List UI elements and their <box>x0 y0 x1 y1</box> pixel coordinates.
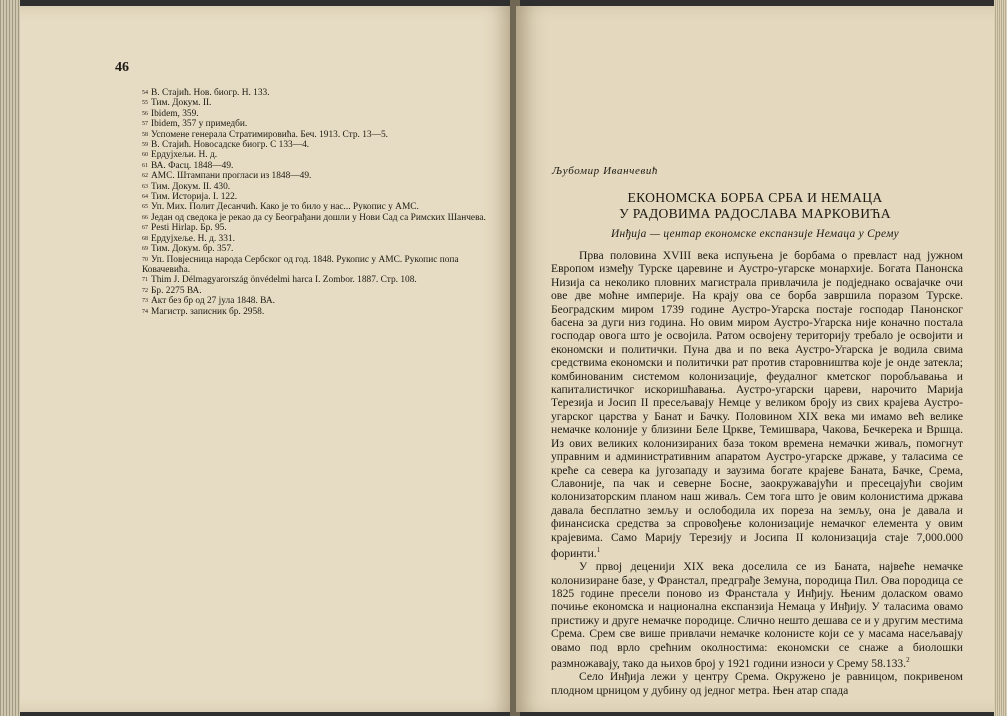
right-page-edges <box>994 0 1007 716</box>
section-subtitle: Инђија — центар економске експанзије Немаца у Срему <box>610 228 900 240</box>
footnote-number: 60 <box>142 152 148 159</box>
footnote-number: 62 <box>142 173 148 180</box>
footnote-number: 54 <box>142 90 148 96</box>
footnote-item <box>142 223 502 233</box>
footnote-number: 66 <box>142 214 148 221</box>
footnote-text: ВА. Фасц. 1848—49. <box>151 160 234 171</box>
footnote-item <box>142 182 502 192</box>
footnote-number: 71 <box>142 277 148 284</box>
footnote-number: 74 <box>142 308 148 315</box>
article-title <box>516 190 994 222</box>
footnote-item <box>142 244 502 254</box>
footnote-text: Ibidem, 359. <box>151 108 199 119</box>
footnote-text: Ibidem, 357 у примедби. <box>151 119 248 130</box>
footnote-item <box>142 202 502 212</box>
footnote-text: АМС. Штампани прогласи из 1848—49. <box>151 171 312 182</box>
title-line-1: ЕКОНОМСКА БОРБА СРБА И НЕМАЦА <box>627 190 883 205</box>
footnote-text: Успомене генерала Стратимировића. Беч. 1913. Стр. 13—5. <box>151 129 388 140</box>
footnote-item <box>142 98 502 108</box>
footnote-number: 58 <box>142 131 148 138</box>
footnote-ref-1: 1 <box>596 545 601 554</box>
footnote-text: Ердујхељи. Н. д. <box>151 150 218 161</box>
paragraph-3: Село Инђија лежи у центру Срема. Окружено је равницом, покривеном плодном црницом у дубину од једног метра. Њен атар спада <box>551 670 963 697</box>
footnote-text: Тим. Историја. I. 122. <box>151 192 238 203</box>
footnote-number: 59 <box>142 142 148 149</box>
footnote-item <box>142 109 502 119</box>
footnote-text: В. Стајић. Нов. биогр. Н. 133. <box>151 88 270 98</box>
paragraph-2: У првој деценији XIX века доселила се из Баната, највеће немачке колонизиране базе, у Франстал, предграђе Земуна, породица Пил. Ова породица се 1825 године пресели поново из Франстала у Инђију. Њеним доласком овамо почиње економска и национална експанзија Немаца у Инђију. У таласима овамо пристижу и друге немачке породице. Слично нешто дешава се и у другим местима Срема. Срем све више привлачи немачке колонисте који се у масама насељавају овамо под врло срећним околностима: економски се снаже а биолошки размножавају, тако да њихов број у 1921 години износи у Срему 58.133.$^2$ <box>551 560 963 670</box>
footnote-item <box>142 213 502 223</box>
footnote-number: 57 <box>142 121 148 128</box>
footnote-item <box>142 255 502 276</box>
footnote-item <box>142 119 502 129</box>
footnote-text: Ердујхеље. Н. д. 331. <box>151 233 235 244</box>
footnote-item <box>142 130 502 140</box>
footnote-number: 70 <box>142 256 148 263</box>
footnote-number: 68 <box>142 235 148 242</box>
footnote-text: Један од сведока је рекао да су Београђани дошли у Нови Сад са Римских Шанчева. <box>151 212 486 223</box>
footnote-item <box>142 192 502 202</box>
author-name: Љубомир Иванчевић <box>552 165 659 177</box>
footnote-item <box>142 275 502 285</box>
footnote-number: 61 <box>142 162 148 169</box>
article-body <box>551 249 963 697</box>
footnote-number: 73 <box>142 298 148 305</box>
footnote-number: 63 <box>142 183 148 190</box>
footnote-text: Магистр. записник бр. 2958. <box>151 306 265 317</box>
footnote-ref-2: 2 <box>906 656 910 665</box>
footnote-text: В. Стајић. Новосадске биогр. С 133—4. <box>151 140 310 151</box>
footnotes-list <box>142 88 502 317</box>
footnote-text: Тим. Докум. бр. 357. <box>151 244 234 255</box>
footnote-number: 72 <box>142 287 148 294</box>
footnote-text: Уп. Повјесница народа Сербског од год. 1848. Рукопис у АМС. Рукопис попа Ковачевића. <box>142 254 459 275</box>
left-page-edges <box>0 0 20 716</box>
footnote-text: Уп. Мих. Полит Десанчић. Како је то било у нас... Рукопис у АМС. <box>151 202 419 213</box>
right-page <box>516 6 994 712</box>
footnote-number: 55 <box>142 100 148 107</box>
footnote-item <box>142 171 502 181</box>
footnote-item <box>142 234 502 244</box>
footnote-item <box>142 307 502 317</box>
footnote-item <box>142 296 502 306</box>
left-page <box>20 6 514 712</box>
footnote-item <box>142 88 502 98</box>
footnote-item <box>142 161 502 171</box>
footnote-text: Тим. Докум. II. <box>151 98 212 109</box>
title-line-2: У РАДОВИМА РАДОСЛАВА МАРКОВИЋА <box>619 206 891 221</box>
footnote-item <box>142 286 502 296</box>
page-number: 46 <box>115 60 129 75</box>
footnote-number: 65 <box>142 204 148 211</box>
footnote-number: 64 <box>142 194 148 201</box>
footnote-text: Акт без бр од 27 јула 1848. ВА. <box>151 296 275 307</box>
footnote-item <box>142 150 502 160</box>
paragraph-1: Прва половина XVIII века испуњена је борбама о превласт над јужном Европом између Турске царевине и Аустро-угарске монархије. Богата Панонска Низија са неколико пловних магистрала привлачила је подједнако освајачке очи ове две моћне империје. На крају ова се борба завршила поразом Турске. Београдским миром 1739 године Аустро-Угарска постаје господар Панонског басена за дуги низ година. Но овим миром Аустро-Угарска није коначно постала господар овога што је освојила. Ратом освојену територију требало је освојити и економски и политички. Пуна два и по века Аустро-Угарска је водила свима средствима економски и политички рат против старовништва које је онде затекла; комбинованим системом колонизације, феудалног кметског поробљавања и капиталистичког искоришћавања. Аустро-угарски цареви, нарочито Марија Терезија и Јосип II пресељавају Немце у великом броју из свих крајева Аустро-угарског царства у Банат и Бачку. Половином XIX века ми имамо већ велике немачке колоније у близини Беле Цркве, Темишвара, Чакова, Бечкерека и Вршца. Из ових великих колонизираних база током времена немачки живаљ, помогнут управним и административним апаратом Аустро-угарске државе, у таласима се креће са севера ка југозападу и заузима богате крајеве Баната, Бачке, Срема, Славоније, па чак и северне Босне, заокружавајући и пресецајући својим колонизаторским планом наш живаљ. Сем тога што је овим колонистима држава давала бесплатно земљу и ослободила их пореза на земљу, она је давала и финансиска средства за спровођење колонизације немачког елемента у овим крајевима. Само Марију Терезију и Јосипа II колонизација стаје 7,000.000 форинти.$^1$ <box>551 249 963 560</box>
footnote-number: 67 <box>142 225 148 232</box>
footnote-text: Pesti Hirlap. Бр. 95. <box>151 223 227 234</box>
footnote-text: Тим. Докум. II. 430. <box>151 181 231 192</box>
footnote-number: 69 <box>142 246 148 253</box>
footnote-item <box>142 140 502 150</box>
footnote-text: Бр. 2275 ВА. <box>151 285 202 296</box>
footnote-number: 56 <box>142 110 148 117</box>
footnote-text: Thim J. Délmagyarország önvédelmi harca I. Zombor. 1887. Стр. 108. <box>151 275 417 286</box>
